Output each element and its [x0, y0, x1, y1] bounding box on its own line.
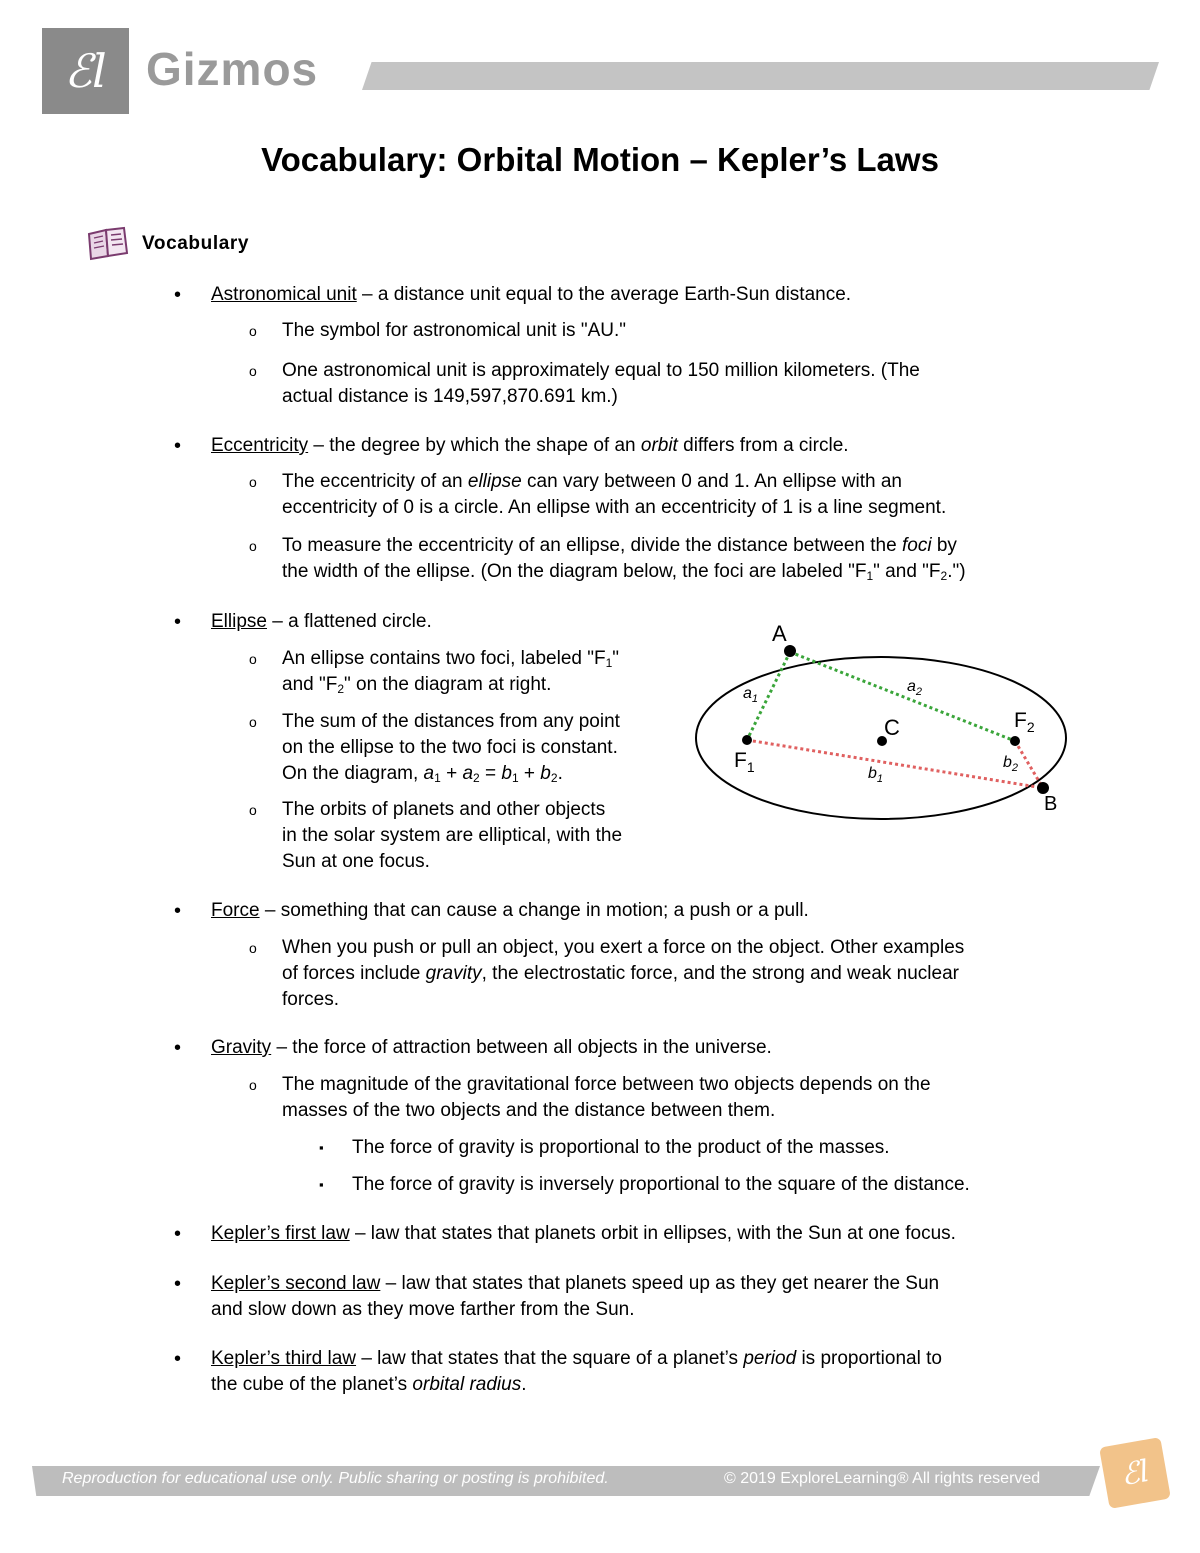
- text-span: +: [440, 763, 463, 784]
- text-span: " on the diagram at right.: [344, 674, 552, 695]
- sub-bullet-icon: o: [249, 538, 257, 554]
- italic-word: foci: [901, 535, 932, 556]
- text-line: [282, 646, 619, 672]
- text-span: , the electrostatic force, and the strong and weak nuclear: [481, 963, 959, 984]
- italic-var: b: [540, 763, 551, 784]
- term-kepler-first-law: [211, 1221, 956, 1247]
- text-line: One astronomical unit is approximately equal to 150 million kilometers. (The: [282, 360, 920, 381]
- text-span: On the diagram,: [282, 763, 424, 784]
- label-b: B: [1044, 793, 1058, 815]
- gizmos-brand: Gizmos: [146, 43, 319, 95]
- subscript: 2: [940, 569, 948, 583]
- italic-word: period: [743, 1348, 797, 1369]
- italic-var: a: [462, 763, 474, 784]
- text-line: [282, 761, 620, 787]
- text-line: The magnitude of the gravitational force between two objects depends on the: [282, 1074, 931, 1095]
- term-label: Kepler’s third law: [211, 1348, 357, 1369]
- sub-bullet-icon: o: [249, 1077, 257, 1093]
- term-label: Astronomical unit: [211, 284, 357, 305]
- footer-notice: Reproduction for educational use only. Public sharing or posting is prohibited.: [62, 1470, 609, 1487]
- term-ellipse: [211, 609, 432, 635]
- term-label: Ellipse: [211, 611, 267, 632]
- term-gravity: [211, 1035, 772, 1061]
- term-definition: differs from a circle.: [677, 435, 849, 456]
- term-label: Kepler’s second law: [211, 1273, 381, 1294]
- text-span: To measure the eccentricity of an ellipse, divide the distance between the: [282, 535, 902, 556]
- term-label: Gravity: [211, 1037, 272, 1058]
- text-span: by: [931, 535, 957, 556]
- text-span: .: [557, 763, 563, 784]
- list-item: [282, 935, 1082, 1013]
- text-line: on the ellipse to the two foci is constant.: [282, 737, 618, 758]
- label-f2: $F_2$: [1014, 709, 1035, 735]
- text-line: masses of the two objects and the distance between them.: [282, 1100, 776, 1121]
- label-a1: $a_1$: [743, 685, 759, 705]
- text-span: =: [479, 763, 502, 784]
- subscript: 2: [337, 682, 345, 696]
- sub-bullet-icon: o: [249, 651, 257, 667]
- point-a: [784, 645, 796, 657]
- footer-copyright: © 2019 ExploreLearning® All rights reserved: [724, 1470, 1041, 1487]
- term-definition: – the degree by which the shape of an: [308, 435, 641, 456]
- italic-word: ellipse: [467, 471, 522, 492]
- sub-bullet-icon: o: [249, 802, 257, 818]
- text-span: the width of the ellipse. (On the diagram below, the foci are labeled "F: [282, 561, 867, 582]
- sub-bullet-icon: o: [249, 474, 257, 490]
- term-definition: – law that states that planets speed up as they get nearer the Sun: [380, 1273, 940, 1294]
- subscript: 1: [511, 771, 519, 785]
- list-item: [282, 646, 619, 698]
- ellipse-diagram: [690, 620, 1075, 820]
- bullet-icon: •: [174, 435, 182, 457]
- text-span: ."): [947, 561, 966, 582]
- book-icon: [86, 226, 130, 262]
- list-item: The symbol for astronomical unit is "AU.": [282, 320, 626, 341]
- sub-bullet-icon: o: [249, 714, 257, 730]
- text-line: [282, 469, 1082, 495]
- italic-word: orbital radius: [412, 1374, 522, 1395]
- a2-line: [790, 652, 1015, 741]
- text-span: the cube of the planet’s: [211, 1374, 413, 1395]
- square-bullet-icon: ▪: [319, 1140, 324, 1155]
- text-span: can vary between 0 and 1. An ellipse with an: [521, 471, 902, 492]
- term-definition: – a flattened circle.: [266, 611, 432, 632]
- label-a: A: [772, 621, 787, 646]
- bullet-icon: •: [174, 1223, 182, 1245]
- label-c: C: [884, 715, 900, 740]
- label-b2: $b_2$: [1003, 754, 1019, 774]
- term-eccentricity: [211, 433, 849, 459]
- list-item: [282, 358, 920, 410]
- sub-bullet-icon: o: [249, 323, 257, 339]
- text-line: and slow down as they move farther from the Sun.: [211, 1299, 635, 1320]
- subscript: 1: [605, 656, 613, 670]
- text-span: .: [521, 1374, 527, 1395]
- list-item: The force of gravity is inversely proportional to the square of the distance.: [352, 1174, 970, 1195]
- term-label: Force: [211, 900, 260, 921]
- text-line: The orbits of planets and other objects: [282, 799, 606, 820]
- label-b1: $b_1$: [868, 765, 884, 785]
- text-span: ": [612, 648, 620, 669]
- explorelearning-logo: ℰl: [42, 28, 129, 114]
- text-line: [282, 533, 1082, 559]
- text-span: +: [518, 763, 541, 784]
- term-definition: – law that states that planets orbit in ellipses, with the Sun at one focus.: [349, 1223, 956, 1244]
- list-item: [282, 469, 1082, 521]
- bullet-icon: •: [174, 900, 182, 922]
- text-line: [282, 961, 1082, 987]
- list-item: [282, 797, 622, 875]
- bullet-icon: •: [174, 1273, 182, 1295]
- term-definition: is proportional to: [796, 1348, 942, 1369]
- page-title: Vocabulary: Orbital Motion – Kepler’s Laws: [261, 141, 939, 178]
- list-item: The force of gravity is proportional to the product of the masses.: [352, 1137, 890, 1158]
- bullet-icon: •: [174, 284, 182, 306]
- italic-word: gravity: [425, 963, 482, 984]
- section-heading: Vocabulary: [142, 233, 250, 254]
- text-line: The sum of the distances from any point: [282, 711, 620, 732]
- text-line: [211, 1271, 1091, 1297]
- text-line: [211, 1346, 1091, 1372]
- bullet-icon: •: [174, 1037, 182, 1059]
- explorelearning-footer-logo: ℰl: [1099, 1437, 1171, 1509]
- text-span: of forces include: [282, 963, 426, 984]
- sub-bullet-icon: o: [249, 363, 257, 379]
- subscript: 2: [550, 771, 558, 785]
- text-line: forces.: [282, 989, 340, 1010]
- subscript: 1: [866, 569, 874, 583]
- bullet-icon: •: [174, 611, 182, 633]
- term-label: Kepler’s first law: [211, 1223, 350, 1244]
- term-definition: – something that can cause a change in motion; a push or a pull.: [259, 900, 809, 921]
- header-bar: [362, 62, 1159, 90]
- list-item: [282, 709, 620, 787]
- text-line: in the solar system are elliptical, with the: [282, 825, 623, 846]
- text-line: Sun at one focus.: [282, 851, 430, 872]
- term-astronomical-unit: [211, 282, 851, 308]
- term-kepler-second-law: [211, 1271, 1091, 1323]
- label-f1: $F_1$: [734, 749, 755, 775]
- text-line: [211, 1372, 1091, 1398]
- term-definition: – a distance unit equal to the average Earth-Sun distance.: [356, 284, 852, 305]
- point-f1: [742, 735, 752, 745]
- text-line: [282, 559, 1082, 585]
- text-line: When you push or pull an object, you exert a force on the object. Other examples: [282, 937, 965, 958]
- text-line: actual distance is 149,597,870.691 km.): [282, 386, 618, 407]
- subscript: 2: [473, 771, 480, 785]
- bullet-icon: •: [174, 1348, 182, 1370]
- point-f2: [1010, 736, 1020, 746]
- label-a2: $a_2$: [907, 678, 923, 698]
- subscript: 1: [434, 771, 441, 785]
- text-span: and "F: [282, 674, 338, 695]
- square-bullet-icon: ▪: [319, 1177, 324, 1192]
- term-definition: – law that states that the square of a planet’s: [356, 1348, 744, 1369]
- term-label: Eccentricity: [211, 435, 309, 456]
- text-span: " and "F: [873, 561, 941, 582]
- b1-line: [747, 740, 1043, 788]
- term-kepler-third-law: [211, 1346, 1091, 1398]
- italic-word: orbit: [640, 435, 678, 456]
- italic-var: a: [423, 763, 435, 784]
- sub-bullet-icon: o: [249, 940, 257, 956]
- list-item: [282, 533, 1082, 585]
- text-span: The eccentricity of an: [282, 471, 468, 492]
- list-item: [282, 1072, 1082, 1124]
- text-span: An ellipse contains two foci, labeled "F: [282, 648, 606, 669]
- italic-var: b: [501, 763, 512, 784]
- text-line: eccentricity of 0 is a circle. An ellipse with an eccentricity of 1 is a line segment.: [282, 497, 947, 518]
- text-line: [282, 672, 619, 698]
- term-definition: – the force of attraction between all objects in the universe.: [271, 1037, 772, 1058]
- term-force: [211, 898, 809, 924]
